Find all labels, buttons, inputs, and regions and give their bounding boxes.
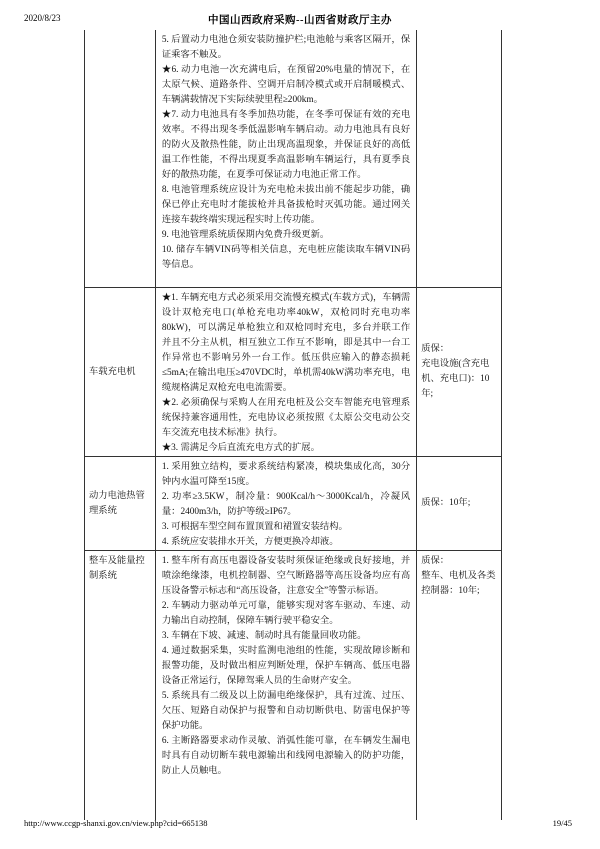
spec-item: 5. 系统具有二级及以上防漏电绝缘保护，具有过流、过压、欠压、短路自动保护与报警和自动切断供电、防雷电保护等保护功能。: [161, 691, 411, 731]
spec-item: 5. 后置动力电池仓须安装防撞护栏;电池舱与乘客区隔开，保证乘客不触及。: [161, 35, 411, 60]
spec-content-cell: [156, 551, 417, 820]
warranty-cell: [417, 457, 502, 550]
spec-item: 4. 通过数据采集，实时监测电池组的性能，实现故障诊断和报警功能，及时做出相应判断处理，保护车辆高、低压电器设备正常运行，保障驾乘人员的生命财产安全。: [161, 646, 411, 686]
spec-content-cell: [156, 457, 417, 550]
spec-item: 1. 采用独立结构，要求系统结构紧凑，模块集成化高，30分钟内水温可降至15度。: [161, 462, 411, 487]
warranty-line: 质保：: [421, 556, 450, 566]
spec-item: 2. 功率≥3.5KW，制冷量：900Kcal/h～3000Kcal/h，冷凝风量：2400m3/h，防护等级≥IP67。: [161, 492, 411, 517]
table-row-vehicle-energy-control: [85, 551, 502, 820]
row-label-text: 车载充电机: [89, 366, 136, 377]
spec-content-cell: [156, 30, 417, 287]
warranty-line: 质保：10年;: [421, 498, 471, 508]
spec-item: ★7. 动力电池具有冬季加热功能，在冬季可保证有效的充电效率。不得出现冬季低温影响车辆启动。动力电池具有良好的防火及散热性能，防止出现高温现象，并保证良好的高低温工作性能，不得出现夏季高温影响车辆运行，具有夏季良好的散热功能，在夏季可保证动力电池正常工作。: [161, 110, 411, 180]
spec-item: ★6. 动力电池一次充满电后，在预留20%电量的情况下，在太原气候、道路条件、空调开启制冷模式或开启制暖模式、车辆满载情况下实际续驶里程≥200km。: [161, 65, 411, 105]
spec-item: ★1. 车辆充电方式必须采用交流慢充模式(车载方式)，车辆需设计双枪充电口(单枪充电功率40kW，双枪同时充电功率80kW)，可以满足单枪独立和双枪同时充电，多台并联工作并且不分主从机，相互独立工作互不影响，即是其中一台工作异常也不影响另外一台工作。低压供应输入的静态损耗≤5mA;在输出电压≥470VDC时，单机需40kW满功率充电，电缆规格满足双枪充电电流需要。: [161, 293, 411, 393]
row-label-text: 动力电池热管理系统: [89, 490, 145, 516]
spec-item: 3. 可根据车型空间布置顶置和裙置安装结构。: [161, 522, 348, 532]
table-row-thermal-management: [85, 457, 502, 551]
spec-content-cell: [156, 288, 417, 456]
warranty-line: 整车、电机及各类控制器：10年;: [421, 571, 496, 596]
spec-item: 4. 系统应安装排水开关，方便更换冷却液。: [161, 537, 339, 547]
warranty-cell-empty: [417, 30, 502, 287]
warranty-line: 充电设施(含充电机、充电口)：10年;: [421, 359, 490, 399]
spec-item: 6. 主断路器要求动作灵敏、消弧性能可靠，在车辆发生漏电时具有自动切断车载电源输出和线网电源输入的防护功能，防止人员触电。: [161, 736, 411, 776]
spec-item: ★2. 必须确保与采购人在用充电桩及公交车智能充电管理系统保持兼容通用性，充电协议必须按照《太原公交电动公交车交流充电技术标准》执行。: [161, 398, 411, 438]
row-label-text: 整车及能量控制系统: [89, 556, 145, 581]
row-label-onboard-charger: [85, 288, 156, 456]
header-date: 2020/8/23: [24, 13, 61, 23]
row-label-vehicle-energy-control: [85, 551, 156, 820]
header-title: 中国山西政府采购--山西省财政厅主办: [208, 15, 392, 26]
specification-table: [84, 30, 502, 820]
warranty-cell: [417, 551, 502, 820]
footer-url: http://www.ccgp-shanxi.gov.cn/view.php?cid=665138: [24, 818, 208, 828]
spec-item: 1. 整车所有高压电器设备安装时须保证绝缘或良好接地，并喷涂绝缘漆，电机控制器、空气断路器等高压设备均应有高压设备警示标志和“高压设备，注意安全”等警示标语。: [161, 556, 411, 596]
table-row-onboard-charger: [85, 288, 502, 457]
spec-item: 2. 车辆动力驱动单元可靠，能够实现对客车驱动、车速、动力输出自动控制，保障车辆行驶平稳安全。: [161, 601, 411, 626]
spec-item: ★3. 需满足今后直流充电方式的扩展。: [161, 443, 320, 453]
spec-item: 3. 车辆在下坡、减速、制动时具有能量回收功能。: [161, 631, 367, 641]
spec-item: 10. 储存车辆VIN码等相关信息，充电桩应能读取车辆VIN码等信息。: [161, 245, 411, 270]
row-label-empty: [85, 30, 156, 287]
warranty-line: 质保：: [421, 344, 450, 354]
table-row-battery-continued: [85, 30, 502, 288]
footer-page-number: 19/45: [552, 818, 572, 828]
spec-item: 9. 电池管理系统质保期内免费升级更新。: [161, 230, 330, 240]
row-label-thermal-management: [85, 457, 156, 550]
warranty-cell: [417, 288, 502, 456]
spec-item: 8. 电池管理系统应设计为充电枪未拔出前不能起步功能，确保已停止充电时才能拔枪并具备拔枪时灭弧功能。通过网关连接车载终端实现远程实时上传功能。: [161, 185, 411, 225]
